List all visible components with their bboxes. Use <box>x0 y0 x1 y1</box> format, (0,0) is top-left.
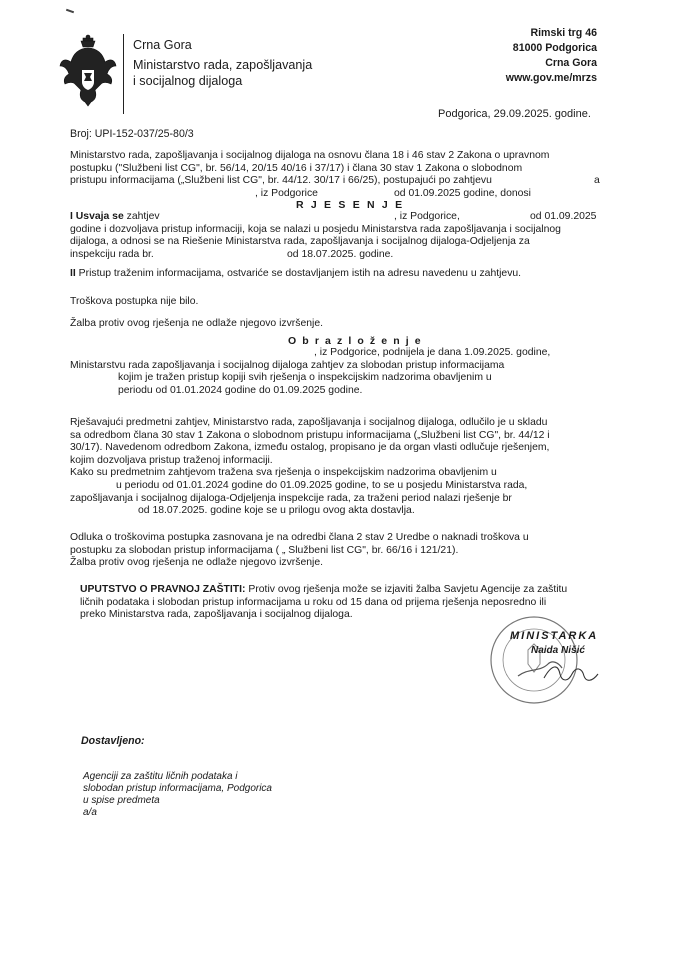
delivery-line1: Agenciji za zaštitu ličnih podataka i <box>83 771 238 782</box>
legal-remedy-line1: Protiv ovog rješenja može se izjaviti žalba Savjetu Agencije za zaštitu <box>248 584 568 595</box>
delivery-line2: slobodan pristup informacijama, Podgorica <box>83 783 272 794</box>
country-name: Crna Gora <box>133 38 192 52</box>
intro-line4-place: , iz Podgorice <box>255 187 318 199</box>
legal-remedy-line2: ličnih podataka i slobodan pristup informacijama u roku od 15 dana od prijema rješenja neposredno ili <box>80 596 547 608</box>
address-country: Crna Gora <box>545 57 597 69</box>
header-divider <box>123 34 124 114</box>
reference-number: Broj: UPI-152-037/25-80/3 <box>70 128 194 140</box>
reasoning-p2-line8: od 18.07.2025. godine koje se u prilogu ovog akta dostavlja. <box>138 505 415 517</box>
reasoning-p3-line3: Žalba protiv ovog rješenja ne odlaže njegovo izvršenje. <box>70 557 323 569</box>
section-1-place: , iz Podgorice, <box>394 211 460 222</box>
handwritten-signature <box>540 660 610 686</box>
coat-of-arms-icon <box>59 34 117 108</box>
costs-statement: Troškova postupka nije bilo. <box>70 296 199 307</box>
delivery-label: Dostavljeno: <box>81 735 145 747</box>
section-1-line3: dijaloga, a odnosi se na Riešenie Ministarstva rada, zapošljavanja i socijalnog dijaloga-Odjeljenja za <box>70 236 530 248</box>
header-ministry <box>133 37 312 89</box>
legal-remedy-line3: preko Ministarstva rada, zapošljavanja i socijalnog dijaloga. <box>80 609 353 621</box>
section-1-line4: inspekciju rada br. <box>70 248 154 260</box>
section-2-number: II <box>70 268 76 279</box>
address-street: Rimski trg 46 <box>530 27 597 39</box>
reasoning-p2-line7: zapošljavanja i socijalnog dijaloga-Odjeljenja inspekcije rada, za traženi period nalazi rješenje br <box>70 492 512 504</box>
reasoning-p2-line5: Kako su predmetnim zahtjevom tražena sva rješenja o inspekcijskim nadzorima obavljenim u <box>70 467 497 479</box>
reasoning-p1-line3: kojim je tražen pristup kopiji svih rješenja o inspekcijskim nadzorima obavljenim u <box>118 372 492 384</box>
decision-title: R J E S E N J E <box>296 199 405 211</box>
reasoning-p2-line4: kojim dozvoljava pristup traženoj informaciji. <box>70 454 273 466</box>
section-1-date: od 01.09.2025 <box>530 211 597 222</box>
place-date: Podgorica, 29.09.2025. godine. <box>438 108 591 120</box>
decision-section-1 <box>70 211 610 261</box>
reasoning-p2-line3: 30/17). Navedenom odredbom Zakona, između ostalog, propisano je da organ vlasti odlučuje rješenjem, <box>70 442 550 454</box>
reasoning-paragraph-2 <box>70 417 610 518</box>
website: www.gov.me/mrzs <box>505 72 597 84</box>
intro-line2: postupku ("Službeni list CG", br. 56/14, 20/15 40/16 i 37/17) i člana 30 stav 1 Zakona o slobodnom <box>70 162 523 174</box>
intro-line3: pristupu informacijama („Službeni list CG", br. 44/12. 30/17 i 66/25), postupajući po zahtjevu <box>70 175 492 187</box>
signature-title: MINISTARKA <box>510 630 599 642</box>
intro-line4-date: od 01.09.2025 godine, donosi <box>394 187 531 199</box>
section-1-number: I <box>70 211 73 222</box>
reasoning-p2-line1: Rješavajući predmetni zahtjev, Ministarstvo rada, zapošljavanja i socijalnog dijaloga, odlučilo je u skladu <box>70 417 548 428</box>
ministry-name-line2: i socijalnog dijaloga <box>133 74 243 88</box>
section-1-approves: Usvaja se <box>75 211 124 222</box>
reasoning-paragraph-3 <box>70 532 610 570</box>
reasoning-p1-line2: Ministarstvu rada zapošljavanja i socijalnog dijaloga zahtjev za slobodan pristup informacijama <box>70 359 505 371</box>
reasoning-p1-line4: periodu od 01.01.2024 godine do 01.09.2025 godine. <box>118 384 363 396</box>
reasoning-p2-line2: sa odredbom člana 30 stav 1 Zakona o slobodnom pristupu informacijama („Službeni list CG", br. 44/12 i <box>70 429 550 441</box>
section-1-line4-date: od 18.07.2025. godine. <box>287 248 394 260</box>
signature-name: Naida Nišić <box>531 645 585 656</box>
ministry-name-line1: Ministarstvo rada, zapošljavanja <box>133 58 313 72</box>
delivery-line3: u spise predmeta <box>83 795 160 806</box>
header-address <box>506 26 597 86</box>
delivery-list <box>83 771 272 819</box>
scan-mark <box>66 9 74 14</box>
section-1-request: zahtjev <box>126 211 160 222</box>
intro-line1: Ministarstvo rada, zapošljavanja i socijalnog dijaloga na osnovu člana 18 i 46 stav 2 Zakona o upravnom <box>70 150 550 161</box>
reasoning-p3-line2: postupku za slobodan pristup informacijama ( „ Službeni list CG", br. 66/16 i 121/21). <box>70 544 459 556</box>
section-1-line2: godine i dozvoljava pristup informaciji, koja se nalazi u posjedu Ministarstva rada zapošljavanja i socijalnog <box>70 223 561 235</box>
reasoning-p1-line1: , iz Podgorice, podnijela je dana 1.09.2025. godine, <box>314 347 551 358</box>
reasoning-p3-line1: Odluka o troškovima postupka zasnovana je na odredbi člana 2 stav 2 Uredbe o naknadi troškova u <box>70 532 529 543</box>
intro-line3-end: a <box>594 175 600 187</box>
delivery-line4: a/a <box>83 807 97 818</box>
legal-remedy-label: UPUTSTVO O PRAVNOJ ZAŠTITI: <box>80 584 246 595</box>
address-city: 81000 Podgorica <box>512 42 597 54</box>
section-2-text: Pristup traženim informacijama, ostvariće se dostavljanjem istih na adresu navedenu u zahtjevu. <box>78 268 522 279</box>
appeal-statement: Žalba protiv ovog rješenja ne odlaže njegovo izvršenje. <box>70 318 323 329</box>
decision-section-2 <box>70 268 610 281</box>
intro-paragraph <box>70 150 610 200</box>
reasoning-paragraph-1 <box>70 347 610 397</box>
reasoning-title: O b r a z l o ž e n j e <box>288 335 423 347</box>
reasoning-p2-line6: u periodu od 01.01.2024 godine do 01.09.2025 godine, to se u posjedu Ministarstva rada, <box>116 479 528 491</box>
